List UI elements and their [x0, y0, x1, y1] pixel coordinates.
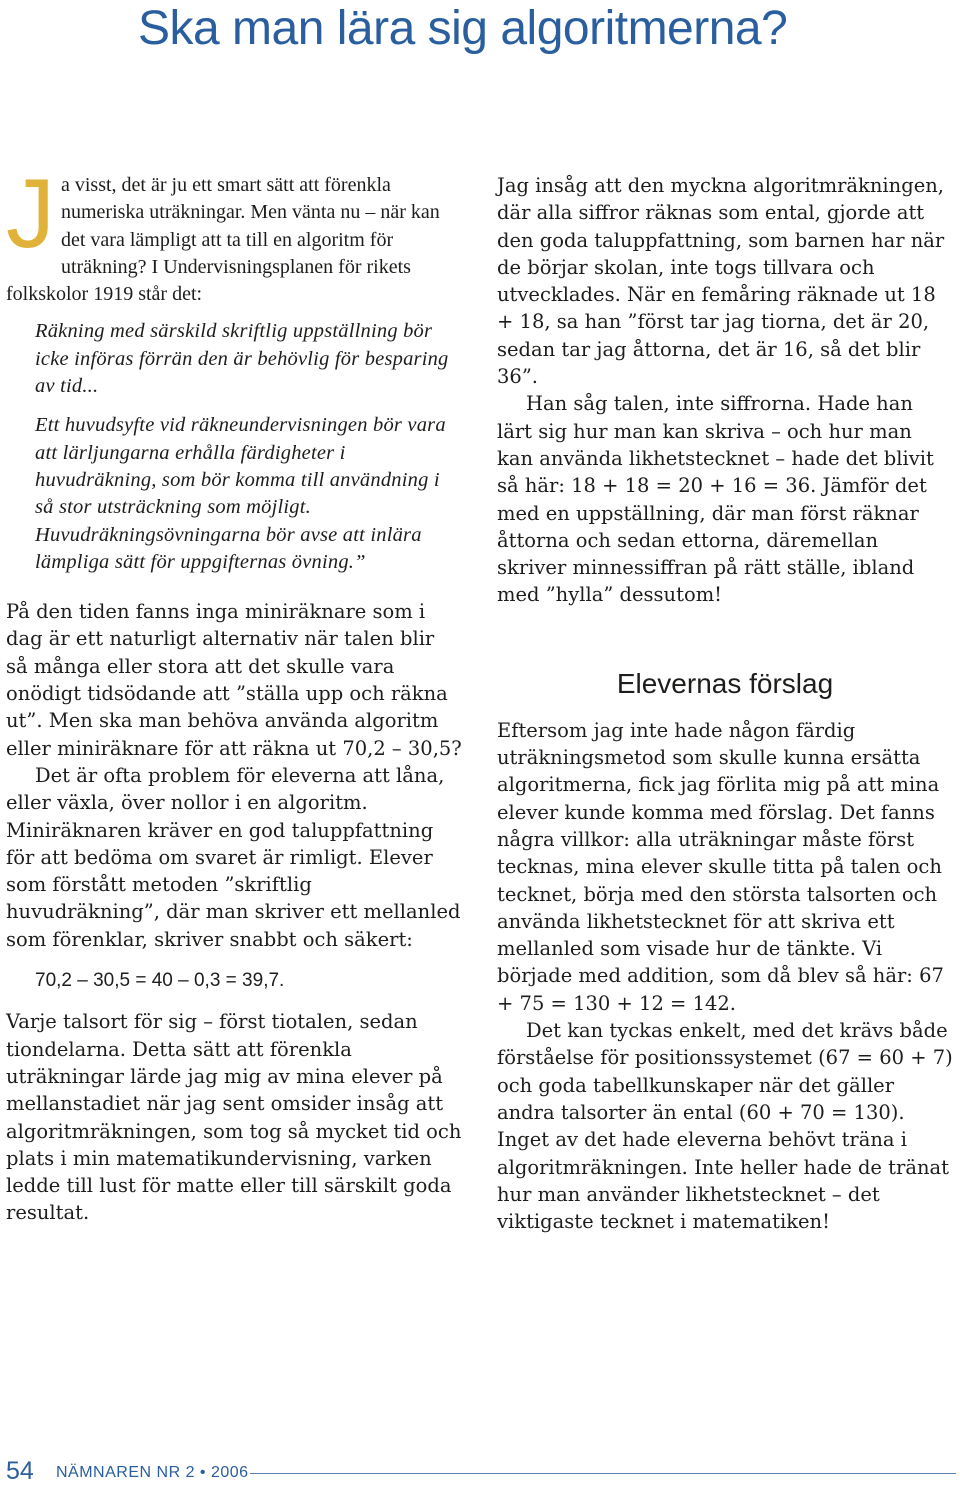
page-number: 54: [6, 1457, 34, 1485]
lede-paragraph: [6, 158, 462, 308]
equation: 70,2 – 30,5 = 40 – 0,3 = 39,7.: [35, 970, 285, 992]
body-paragraph: Eftersom jag inte hade någon färdig uträkningsmetod som skulle kunna ersätta algoritmerna, fick jag förlita mig på att mina elever kunde komma med förslag. Det fanns några villkor: alla uträkningar måste först tecknas, mina elever skulle titta på talen och tecknet, börja med den största talsorten och använda likhetstecknet för att skriva ett mellanled som visade hur de tänkte. Vi började med addition, som då blev så här: 67 + 75 = 130 + 12 = 142.: [497, 718, 944, 1015]
page-title: Ska man lära sig algoritmerna?: [138, 2, 788, 55]
body-paragraph: Jag insåg att den myckna algoritmräkningen, där alla siffror räknas som ental, gjorde att den goda taluppfattning, som barnen har när de börjar skolan, inte togs tillvara och utvecklades. När en femåring räknade ut 18 + 18, sa han ”först tar jag tiorna, det är 20, sedan tar jag åttorna, det är 16, så det blir 36”.: [497, 174, 945, 389]
body-paragraph: Det kan tyckas enkelt, med det krävs både förståelse för positionssystemet (67 = 60 + 7) och goda tabellkunskaper när det gäller andra talsorter än ental (60 + 70 = 130). Inget av det hade eleverna behövt träna i algoritmräkningen. Inte heller hade de tränat hur man använder likhetstecknet – det viktigaste tecknet i matematiken!: [497, 1019, 953, 1234]
page-footer: [6, 1456, 956, 1486]
lede-text: a visst, det är ju ett smart sätt att förenkla numeriska uträkningar. Men vänta nu – när kan det vara lämpligt att ta till en algoritm för uträkning? I Undervisningsplanen för rikets folkskolor 1919 står det:: [6, 174, 440, 306]
body-paragraph: Varje talsort för sig – först tiotalen, sedan tiondelarna. Detta sätt att förenkla uträkningar lärde jag mig av mina elever på mellanstadiet när jag sent omsider insåg att algoritmräkningen, som tog så mycket tid och plats i min matematikundervisning, varken ledde till lust för matte eller till särskilt goda resultat.: [6, 1010, 462, 1225]
left-column: [6, 158, 462, 1227]
quote-2: Ett huvudsyfte vid räkneundervisningen bör vara att lärljungarna erhålla färdigheter i huvudräkning, som bör komma till användning i så stor utsträckning som möjligt. Huvudräkningsövningarna bör avse att inlära lämpliga sätt för uppgifternas övning.”: [35, 414, 446, 573]
body-paragraph: På den tiden fanns inga miniräknare som i dag är ett naturligt alternativ när talen blir så många eller stora att det skulle vara onödigt tidsödande att ”ställa upp och räkna ut”. Men ska man behöva använda algoritm eller miniräknare för att räkna ut 70,2 – 30,5?: [6, 600, 462, 760]
right-column: [497, 172, 953, 1235]
quote-1: Räkning med särskild skriftlig uppställning bör icke införas förrän den är behövlig för besparing av tid...: [35, 320, 449, 398]
drop-cap: J: [6, 158, 55, 268]
journal-name: NÄMNAREN NR 2 • 2006: [56, 1464, 249, 1481]
section-heading: Elevernas förslag: [616, 667, 834, 699]
body-paragraph: Det är ofta problem för eleverna att låna, eller växla, över nollor i en algoritm. Miniräknaren kräver en god taluppfattning för att bedöma om svaret är rimligt. Elever som förstått metoden ”skriftlig huvudräkning”, där man skriver ett mellanled som förenklar, skriver snabbt och säkert:: [6, 763, 461, 951]
footer-rule: [250, 1473, 956, 1474]
body-paragraph: Han såg talen, inte siffrorna. Hade han lärt sig hur man kan skriva – och hur man kan använda likhetstecknet – hade det blivit så här: 18 + 18 = 20 + 16 = 36. Jämför det med en uppställning, där man först räknar åttorna och sedan ettorna, däremellan skriver minnessiffran på rätt ställe, ibland med ”hylla” dessutom!: [497, 392, 934, 607]
